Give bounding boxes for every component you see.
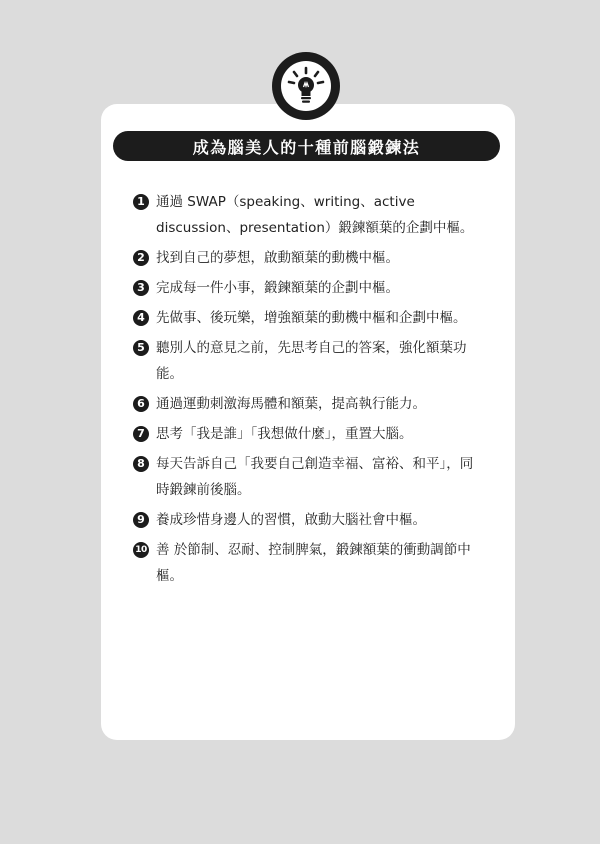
list-item <box>133 537 483 589</box>
number-badge: 3 <box>133 280 149 296</box>
list-item <box>133 507 483 533</box>
list-item-text: 每天告訴自己「我要自己創造幸福、富裕、和平」，同時鍛鍊前後腦。 <box>156 456 474 498</box>
method-list <box>133 189 483 593</box>
number-badge: 4 <box>133 310 149 326</box>
number-badge: 1 <box>133 194 149 210</box>
number-badge: 6 <box>133 396 149 412</box>
list-item-text: 先做事、後玩樂，增強額葉的動機中樞和企劃中樞。 <box>156 310 467 326</box>
list-item-text: 養成珍惜身邊人的習慣，啟動大腦社會中樞。 <box>156 512 426 528</box>
list-item <box>133 275 483 301</box>
list-item-text: 完成每一件小事，鍛鍊額葉的企劃中樞。 <box>156 280 399 296</box>
lightbulb-badge <box>272 52 340 120</box>
list-item-text: 通過運動刺激海馬體和額葉，提高執行能力。 <box>156 396 426 412</box>
page-title: 成為腦美人的十種前腦鍛鍊法 <box>113 131 500 161</box>
list-item-text: 聽別人的意見之前，先思考自己的答案，強化額葉功能。 <box>156 340 467 382</box>
list-item-text: 思考「我是誰」「我想做什麼」，重置大腦。 <box>156 426 413 442</box>
number-badge: 5 <box>133 340 149 356</box>
list-item <box>133 189 483 241</box>
list-item <box>133 391 483 417</box>
number-badge: 2 <box>133 250 149 266</box>
list-item <box>133 245 483 271</box>
list-item-text: 找到自己的夢想，啟動額葉的動機中樞。 <box>156 250 399 266</box>
list-item-text: 通過 SWAP（speaking、writing、active discussion、presentation）鍛鍊額葉的企劃中樞。 <box>156 194 474 236</box>
list-item <box>133 305 483 331</box>
list-item <box>133 335 483 387</box>
number-badge: 10 <box>133 542 149 558</box>
list-item <box>133 421 483 447</box>
list-item-text: 善 於節制、忍耐、控制脾氣，鍛鍊額葉的衝動調節中樞。 <box>156 542 471 584</box>
lightbulb-icon <box>286 66 326 106</box>
number-badge: 7 <box>133 426 149 442</box>
number-badge: 8 <box>133 456 149 472</box>
number-badge: 9 <box>133 512 149 528</box>
list-item <box>133 451 483 503</box>
